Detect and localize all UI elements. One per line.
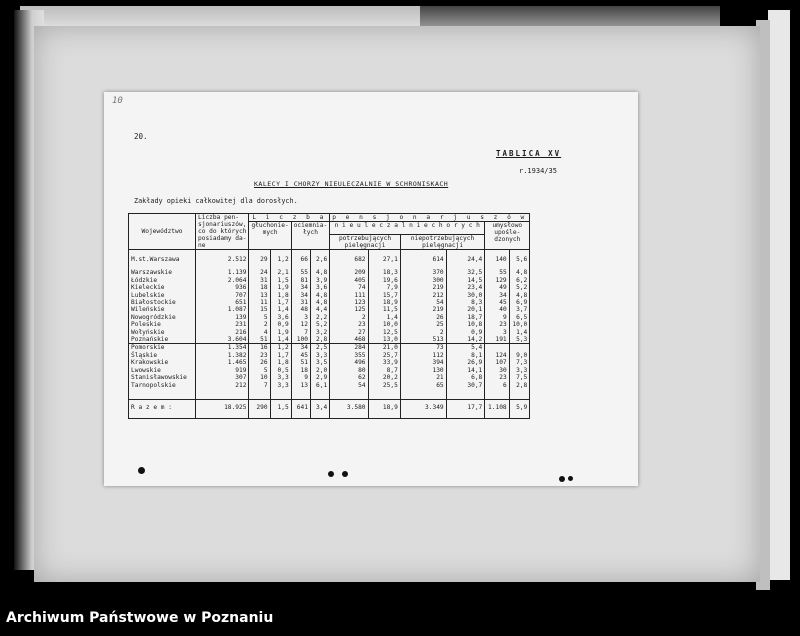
cell-nocare-p: 8,3 bbox=[446, 299, 485, 306]
cell-deaf-p: 1,8 bbox=[270, 359, 291, 366]
cell-care-p: 10,0 bbox=[368, 321, 400, 328]
cell-nocare-n: 130 bbox=[400, 367, 446, 374]
cell-deaf-p: 1,9 bbox=[270, 284, 291, 291]
table-label: TABLICA XV bbox=[496, 149, 562, 158]
cell-deaf-p: 0,5 bbox=[270, 367, 291, 374]
cell-care-n: 284 bbox=[330, 344, 368, 352]
cell-deaf-n: 5 bbox=[249, 367, 270, 374]
cell-care-n: 3.580 bbox=[330, 399, 368, 418]
cell-care-n: 2 bbox=[330, 314, 368, 321]
cell-deaf-p: 1,5 bbox=[270, 277, 291, 284]
cell-region: Wileńskie bbox=[129, 306, 196, 313]
cell-care-p: 19,6 bbox=[368, 277, 400, 284]
cell-deaf-p: 1,9 bbox=[270, 329, 291, 336]
header-blind: ociemnia- łych bbox=[291, 222, 330, 250]
cell-blind-n: 34 bbox=[291, 292, 310, 299]
cell-care-p: 8,7 bbox=[368, 367, 400, 374]
cell-mental-n: 124 bbox=[485, 352, 509, 359]
cell-mental-n: 140 bbox=[485, 256, 509, 263]
cell-deaf-n: 15 bbox=[249, 306, 270, 313]
photo-edge-right-outer bbox=[768, 10, 790, 580]
cell-care-n: 23 bbox=[330, 321, 368, 328]
cell-nocare-n: 65 bbox=[400, 382, 446, 389]
cell-care-n: 125 bbox=[330, 306, 368, 313]
cell-capacity: 307 bbox=[196, 374, 249, 381]
cell-nocare-p: 8,1 bbox=[446, 352, 485, 359]
cell-mental-n: 107 bbox=[485, 359, 509, 366]
cell-deaf-p: 3,3 bbox=[270, 382, 291, 389]
cell-region: Łódzkie bbox=[129, 277, 196, 284]
cell-capacity: 1.354 bbox=[196, 344, 249, 352]
cell-blind-n: 55 bbox=[291, 269, 310, 276]
cell-nocare-p: 26,9 bbox=[446, 359, 485, 366]
cell-capacity: 231 bbox=[196, 321, 249, 328]
cell-mental-p: 10,0 bbox=[509, 321, 530, 328]
cell-deaf-n: 13 bbox=[249, 292, 270, 299]
cell-mental-n: 3 bbox=[485, 329, 509, 336]
cell-care-p: 25,5 bbox=[368, 382, 400, 389]
cell-region: Stanisławowskie bbox=[129, 374, 196, 381]
cell-care-p: 27,1 bbox=[368, 256, 400, 263]
cell-mental-n: 30 bbox=[485, 367, 509, 374]
cell-care-n: 74 bbox=[330, 284, 368, 291]
cell-deaf-p: 1,7 bbox=[270, 299, 291, 306]
table-row bbox=[129, 292, 530, 299]
cell-blind-p: 2,2 bbox=[310, 314, 329, 321]
cell-blind-p: 5,2 bbox=[310, 321, 329, 328]
table-row bbox=[129, 352, 530, 359]
cell-blind-n: 7 bbox=[291, 329, 310, 336]
year-label: r.1934/35 bbox=[519, 167, 557, 175]
cell-blind-n: 100 bbox=[291, 336, 310, 344]
table-row bbox=[129, 336, 530, 344]
cell-care-n: 405 bbox=[330, 277, 368, 284]
cell-nocare-n: 370 bbox=[400, 269, 446, 276]
cell-deaf-n: 16 bbox=[249, 344, 270, 352]
cell-blind-n: 51 bbox=[291, 359, 310, 366]
cell-blind-p: 2,5 bbox=[310, 344, 329, 352]
cell-region: Krakowskie bbox=[129, 359, 196, 366]
cell-care-n: 111 bbox=[330, 292, 368, 299]
cell-nocare-n: 212 bbox=[400, 292, 446, 299]
cell-blind-p: 2,6 bbox=[310, 256, 329, 263]
cell-care-p: 21,0 bbox=[368, 344, 400, 352]
cell-blind-p: 2,9 bbox=[310, 374, 329, 381]
cell-nocare-n: 513 bbox=[400, 336, 446, 344]
table-row bbox=[129, 329, 530, 336]
cell-deaf-n: 29 bbox=[249, 256, 270, 263]
cell-nocare-n: 21 bbox=[400, 374, 446, 381]
table-row bbox=[129, 269, 530, 276]
header-region: Województwo bbox=[129, 214, 196, 250]
cell-blind-n: 641 bbox=[291, 399, 310, 418]
cell-region: R a z e m : bbox=[129, 399, 196, 418]
cell-deaf-p: 1,7 bbox=[270, 352, 291, 359]
cell-mental-n: 55 bbox=[485, 269, 509, 276]
cell-mental-p: 7,3 bbox=[509, 359, 530, 366]
table-row bbox=[129, 374, 530, 381]
cell-mental-p: 9,0 bbox=[509, 352, 530, 359]
cell-blind-p: 3,6 bbox=[310, 284, 329, 291]
header-count: L i c z b a bbox=[249, 214, 330, 222]
cell-care-n: 468 bbox=[330, 336, 368, 344]
header-mental: umysłowo upośle- dzonych bbox=[485, 222, 530, 250]
cell-blind-p: 3,2 bbox=[310, 329, 329, 336]
cell-care-n: 355 bbox=[330, 352, 368, 359]
cell-capacity: 1.087 bbox=[196, 306, 249, 313]
cell-care-p: 18,9 bbox=[368, 299, 400, 306]
cell-capacity: 139 bbox=[196, 314, 249, 321]
cell-care-n: 123 bbox=[330, 299, 368, 306]
cell-nocare-n: 219 bbox=[400, 284, 446, 291]
cell-mental-p: 6,5 bbox=[509, 314, 530, 321]
cell-blind-n: 9 bbox=[291, 374, 310, 381]
total-row bbox=[129, 399, 530, 418]
cell-deaf-n: 18 bbox=[249, 284, 270, 291]
cell-nocare-p: 20,1 bbox=[446, 306, 485, 313]
cell-care-n: 209 bbox=[330, 269, 368, 276]
cell-nocare-n: 73 bbox=[400, 344, 446, 352]
cell-deaf-n: 23 bbox=[249, 352, 270, 359]
cell-region: Lubelskie bbox=[129, 292, 196, 299]
cell-capacity: 919 bbox=[196, 367, 249, 374]
cell-nocare-p: 23,4 bbox=[446, 284, 485, 291]
cell-mental-p: 4,8 bbox=[509, 292, 530, 299]
cell-deaf-n: 26 bbox=[249, 359, 270, 366]
table-row bbox=[129, 306, 530, 313]
cell-mental-p: 5,2 bbox=[509, 284, 530, 291]
cell-mental-p: 5,6 bbox=[509, 256, 530, 263]
cell-mental-p: 3,3 bbox=[509, 367, 530, 374]
cell-region: Wołyńskie bbox=[129, 329, 196, 336]
cell-nocare-n: 2 bbox=[400, 329, 446, 336]
table-row bbox=[129, 314, 530, 321]
table-row bbox=[129, 277, 530, 284]
cell-mental-n: 6 bbox=[485, 382, 509, 389]
cell-mental-p: 3,7 bbox=[509, 306, 530, 313]
cell-blind-p: 4,8 bbox=[310, 269, 329, 276]
cell-deaf-p: 1,4 bbox=[270, 336, 291, 344]
cell-blind-p: 4,8 bbox=[310, 299, 329, 306]
cell-deaf-n: 2 bbox=[249, 321, 270, 328]
cell-care-n: 27 bbox=[330, 329, 368, 336]
cell-care-n: 62 bbox=[330, 374, 368, 381]
punch-hole bbox=[138, 467, 145, 474]
cell-care-p: 33,9 bbox=[368, 359, 400, 366]
cell-blind-p: 3,3 bbox=[310, 352, 329, 359]
cell-mental-p: 2,8 bbox=[509, 382, 530, 389]
cell-blind-p: 3,4 bbox=[310, 399, 329, 418]
cell-capacity: 1.382 bbox=[196, 352, 249, 359]
cell-nocare-p: 18,7 bbox=[446, 314, 485, 321]
cell-region: Tarnopolskie bbox=[129, 382, 196, 389]
cell-nocare-p: 10,8 bbox=[446, 321, 485, 328]
cell-care-p: 25,7 bbox=[368, 352, 400, 359]
punch-hole bbox=[568, 476, 573, 481]
punch-hole bbox=[559, 476, 565, 482]
cell-deaf-n: 31 bbox=[249, 277, 270, 284]
cell-deaf-p: 1,8 bbox=[270, 292, 291, 299]
punch-hole bbox=[328, 471, 334, 477]
cell-care-n: 682 bbox=[330, 256, 368, 263]
cell-blind-n: 81 bbox=[291, 277, 310, 284]
cell-blind-p: 4,4 bbox=[310, 306, 329, 313]
cell-blind-p: 2,8 bbox=[310, 336, 329, 344]
cell-nocare-p: 14,2 bbox=[446, 336, 485, 344]
cell-region: Nowogródzkie bbox=[129, 314, 196, 321]
cell-nocare-p: 30,7 bbox=[446, 382, 485, 389]
cell-capacity: 2.512 bbox=[196, 256, 249, 263]
header-incurable: n i e u l e c z a l n i e c h o r y c h bbox=[330, 222, 485, 235]
cell-blind-n: 34 bbox=[291, 284, 310, 291]
cell-capacity: 216 bbox=[196, 329, 249, 336]
cell-capacity: 212 bbox=[196, 382, 249, 389]
cell-mental-p: 6,2 bbox=[509, 277, 530, 284]
cell-blind-n: 66 bbox=[291, 256, 310, 263]
cell-region: Śląskie bbox=[129, 352, 196, 359]
cell-blind-n: 12 bbox=[291, 321, 310, 328]
cell-care-p: 18,3 bbox=[368, 269, 400, 276]
cell-region: Białostockie bbox=[129, 299, 196, 306]
document-title: KALECY I CHORZY NIEULECZALNIE W SCHRONISKACH bbox=[254, 180, 449, 188]
cell-mental-n: 49 bbox=[485, 284, 509, 291]
cell-region: Lwowskie bbox=[129, 367, 196, 374]
document-sheet bbox=[104, 92, 638, 486]
header-capacity: Liczba pen- sjonariuszów, co do których posiadamy da- ne bbox=[196, 214, 249, 250]
cell-region: Warszawskie bbox=[129, 269, 196, 276]
cell-blind-p: 3,9 bbox=[310, 277, 329, 284]
cell-deaf-p: 1,4 bbox=[270, 306, 291, 313]
cell-deaf-n: 10 bbox=[249, 374, 270, 381]
cell-mental-p bbox=[509, 344, 530, 352]
cell-capacity: 936 bbox=[196, 284, 249, 291]
cell-nocare-p: 6,8 bbox=[446, 374, 485, 381]
cell-nocare-n: 219 bbox=[400, 306, 446, 313]
cell-care-n: 80 bbox=[330, 367, 368, 374]
cell-capacity: 651 bbox=[196, 299, 249, 306]
cell-deaf-p: 1,2 bbox=[270, 256, 291, 263]
cell-region: Kieleckie bbox=[129, 284, 196, 291]
cell-care-p: 7,9 bbox=[368, 284, 400, 291]
cell-capacity: 18.925 bbox=[196, 399, 249, 418]
cell-mental-p: 1,4 bbox=[509, 329, 530, 336]
cell-deaf-p: 0,9 bbox=[270, 321, 291, 328]
cell-nocare-n: 394 bbox=[400, 359, 446, 366]
cell-mental-n: 45 bbox=[485, 299, 509, 306]
table-row bbox=[129, 367, 530, 374]
cell-deaf-p: 3,6 bbox=[270, 314, 291, 321]
cell-deaf-n: 11 bbox=[249, 299, 270, 306]
cell-region: M.st.Warszawa bbox=[129, 256, 196, 263]
cell-mental-n: 9 bbox=[485, 314, 509, 321]
cell-care-p: 1,4 bbox=[368, 314, 400, 321]
header-need-care: potrzebujących pielęgnacji bbox=[330, 235, 401, 250]
cell-mental-n: 129 bbox=[485, 277, 509, 284]
page-number: 20. bbox=[134, 132, 148, 141]
cell-blind-p: 6,1 bbox=[310, 382, 329, 389]
cell-care-n: 54 bbox=[330, 382, 368, 389]
cell-nocare-n: 26 bbox=[400, 314, 446, 321]
table-row bbox=[129, 344, 530, 352]
cell-blind-n: 31 bbox=[291, 299, 310, 306]
cell-nocare-p: 5,4 bbox=[446, 344, 485, 352]
cell-capacity: 3.604 bbox=[196, 336, 249, 344]
document-subtitle: Zakłady opieki całkowitej dla dorosłych. bbox=[134, 197, 298, 205]
cell-mental-p: 5,3 bbox=[509, 336, 530, 344]
cell-deaf-n: 24 bbox=[249, 269, 270, 276]
cell-blind-p: 4,8 bbox=[310, 292, 329, 299]
cell-care-p: 11,5 bbox=[368, 306, 400, 313]
cell-region: Poleskie bbox=[129, 321, 196, 328]
cell-capacity: 1.139 bbox=[196, 269, 249, 276]
header-deaf-mute: głuchonie- mych bbox=[249, 222, 291, 250]
cell-region: Poznańskie bbox=[129, 336, 196, 344]
cell-care-p: 18,9 bbox=[368, 399, 400, 418]
cell-blind-n: 45 bbox=[291, 352, 310, 359]
cell-care-p: 15,7 bbox=[368, 292, 400, 299]
table-row bbox=[129, 359, 530, 366]
cell-region: Pomorskie bbox=[129, 344, 196, 352]
cell-blind-n: 13 bbox=[291, 382, 310, 389]
cell-nocare-p: 17,7 bbox=[446, 399, 485, 418]
cell-care-p: 13,0 bbox=[368, 336, 400, 344]
cell-nocare-n: 3.349 bbox=[400, 399, 446, 418]
header-boarders: p e n s j o n a r j u s z ó w bbox=[330, 214, 530, 222]
punch-hole bbox=[342, 471, 348, 477]
cell-blind-p: 2,0 bbox=[310, 367, 329, 374]
cell-mental-n: 40 bbox=[485, 306, 509, 313]
cell-deaf-p: 1,5 bbox=[270, 399, 291, 418]
cell-nocare-p: 14,5 bbox=[446, 277, 485, 284]
cell-nocare-n: 112 bbox=[400, 352, 446, 359]
cell-mental-p: 7,5 bbox=[509, 374, 530, 381]
table-row bbox=[129, 284, 530, 291]
cell-blind-n: 18 bbox=[291, 367, 310, 374]
cell-deaf-p: 3,3 bbox=[270, 374, 291, 381]
cell-nocare-p: 30,0 bbox=[446, 292, 485, 299]
cell-nocare-n: 54 bbox=[400, 299, 446, 306]
table-row bbox=[129, 299, 530, 306]
cell-care-n: 496 bbox=[330, 359, 368, 366]
cell-care-p: 20,2 bbox=[368, 374, 400, 381]
cell-mental-n: 1.108 bbox=[485, 399, 509, 418]
cell-deaf-n: 51 bbox=[249, 336, 270, 344]
cell-mental-n bbox=[485, 344, 509, 352]
corner-mark: 10 bbox=[112, 96, 123, 106]
cell-deaf-p: 2,1 bbox=[270, 269, 291, 276]
cell-mental-n: 34 bbox=[485, 292, 509, 299]
cell-blind-p: 3,5 bbox=[310, 359, 329, 366]
header-no-care: niepotrzebujących pielęgnacji bbox=[400, 235, 484, 250]
cell-capacity: 1.465 bbox=[196, 359, 249, 366]
cell-care-p: 12,5 bbox=[368, 329, 400, 336]
archive-caption: Archiwum Państwowe w Poznaniu bbox=[6, 610, 274, 626]
cell-capacity: 2.064 bbox=[196, 277, 249, 284]
cell-nocare-p: 14,1 bbox=[446, 367, 485, 374]
cell-blind-n: 48 bbox=[291, 306, 310, 313]
cell-deaf-n: 5 bbox=[249, 314, 270, 321]
table-row bbox=[129, 321, 530, 328]
table-row bbox=[129, 256, 530, 263]
cell-deaf-n: 290 bbox=[249, 399, 270, 418]
photo-edge-top-dark bbox=[420, 6, 720, 28]
cell-deaf-n: 4 bbox=[249, 329, 270, 336]
cell-nocare-p: 24,4 bbox=[446, 256, 485, 263]
cell-capacity: 707 bbox=[196, 292, 249, 299]
cell-deaf-p: 1,2 bbox=[270, 344, 291, 352]
cell-nocare-n: 25 bbox=[400, 321, 446, 328]
data-table bbox=[128, 213, 530, 419]
cell-mental-n: 23 bbox=[485, 321, 509, 328]
table-body bbox=[129, 250, 530, 419]
cell-mental-p: 4,8 bbox=[509, 269, 530, 276]
table-row bbox=[129, 382, 530, 389]
cell-nocare-p: 0,9 bbox=[446, 329, 485, 336]
cell-nocare-n: 300 bbox=[400, 277, 446, 284]
cell-mental-n: 191 bbox=[485, 336, 509, 344]
cell-nocare-p: 32,5 bbox=[446, 269, 485, 276]
cell-mental-p: 6,9 bbox=[509, 299, 530, 306]
cell-nocare-n: 614 bbox=[400, 256, 446, 263]
cell-blind-n: 34 bbox=[291, 344, 310, 352]
cell-mental-p: 5,9 bbox=[509, 399, 530, 418]
cell-mental-n: 23 bbox=[485, 374, 509, 381]
cell-blind-n: 3 bbox=[291, 314, 310, 321]
cell-deaf-n: 7 bbox=[249, 382, 270, 389]
